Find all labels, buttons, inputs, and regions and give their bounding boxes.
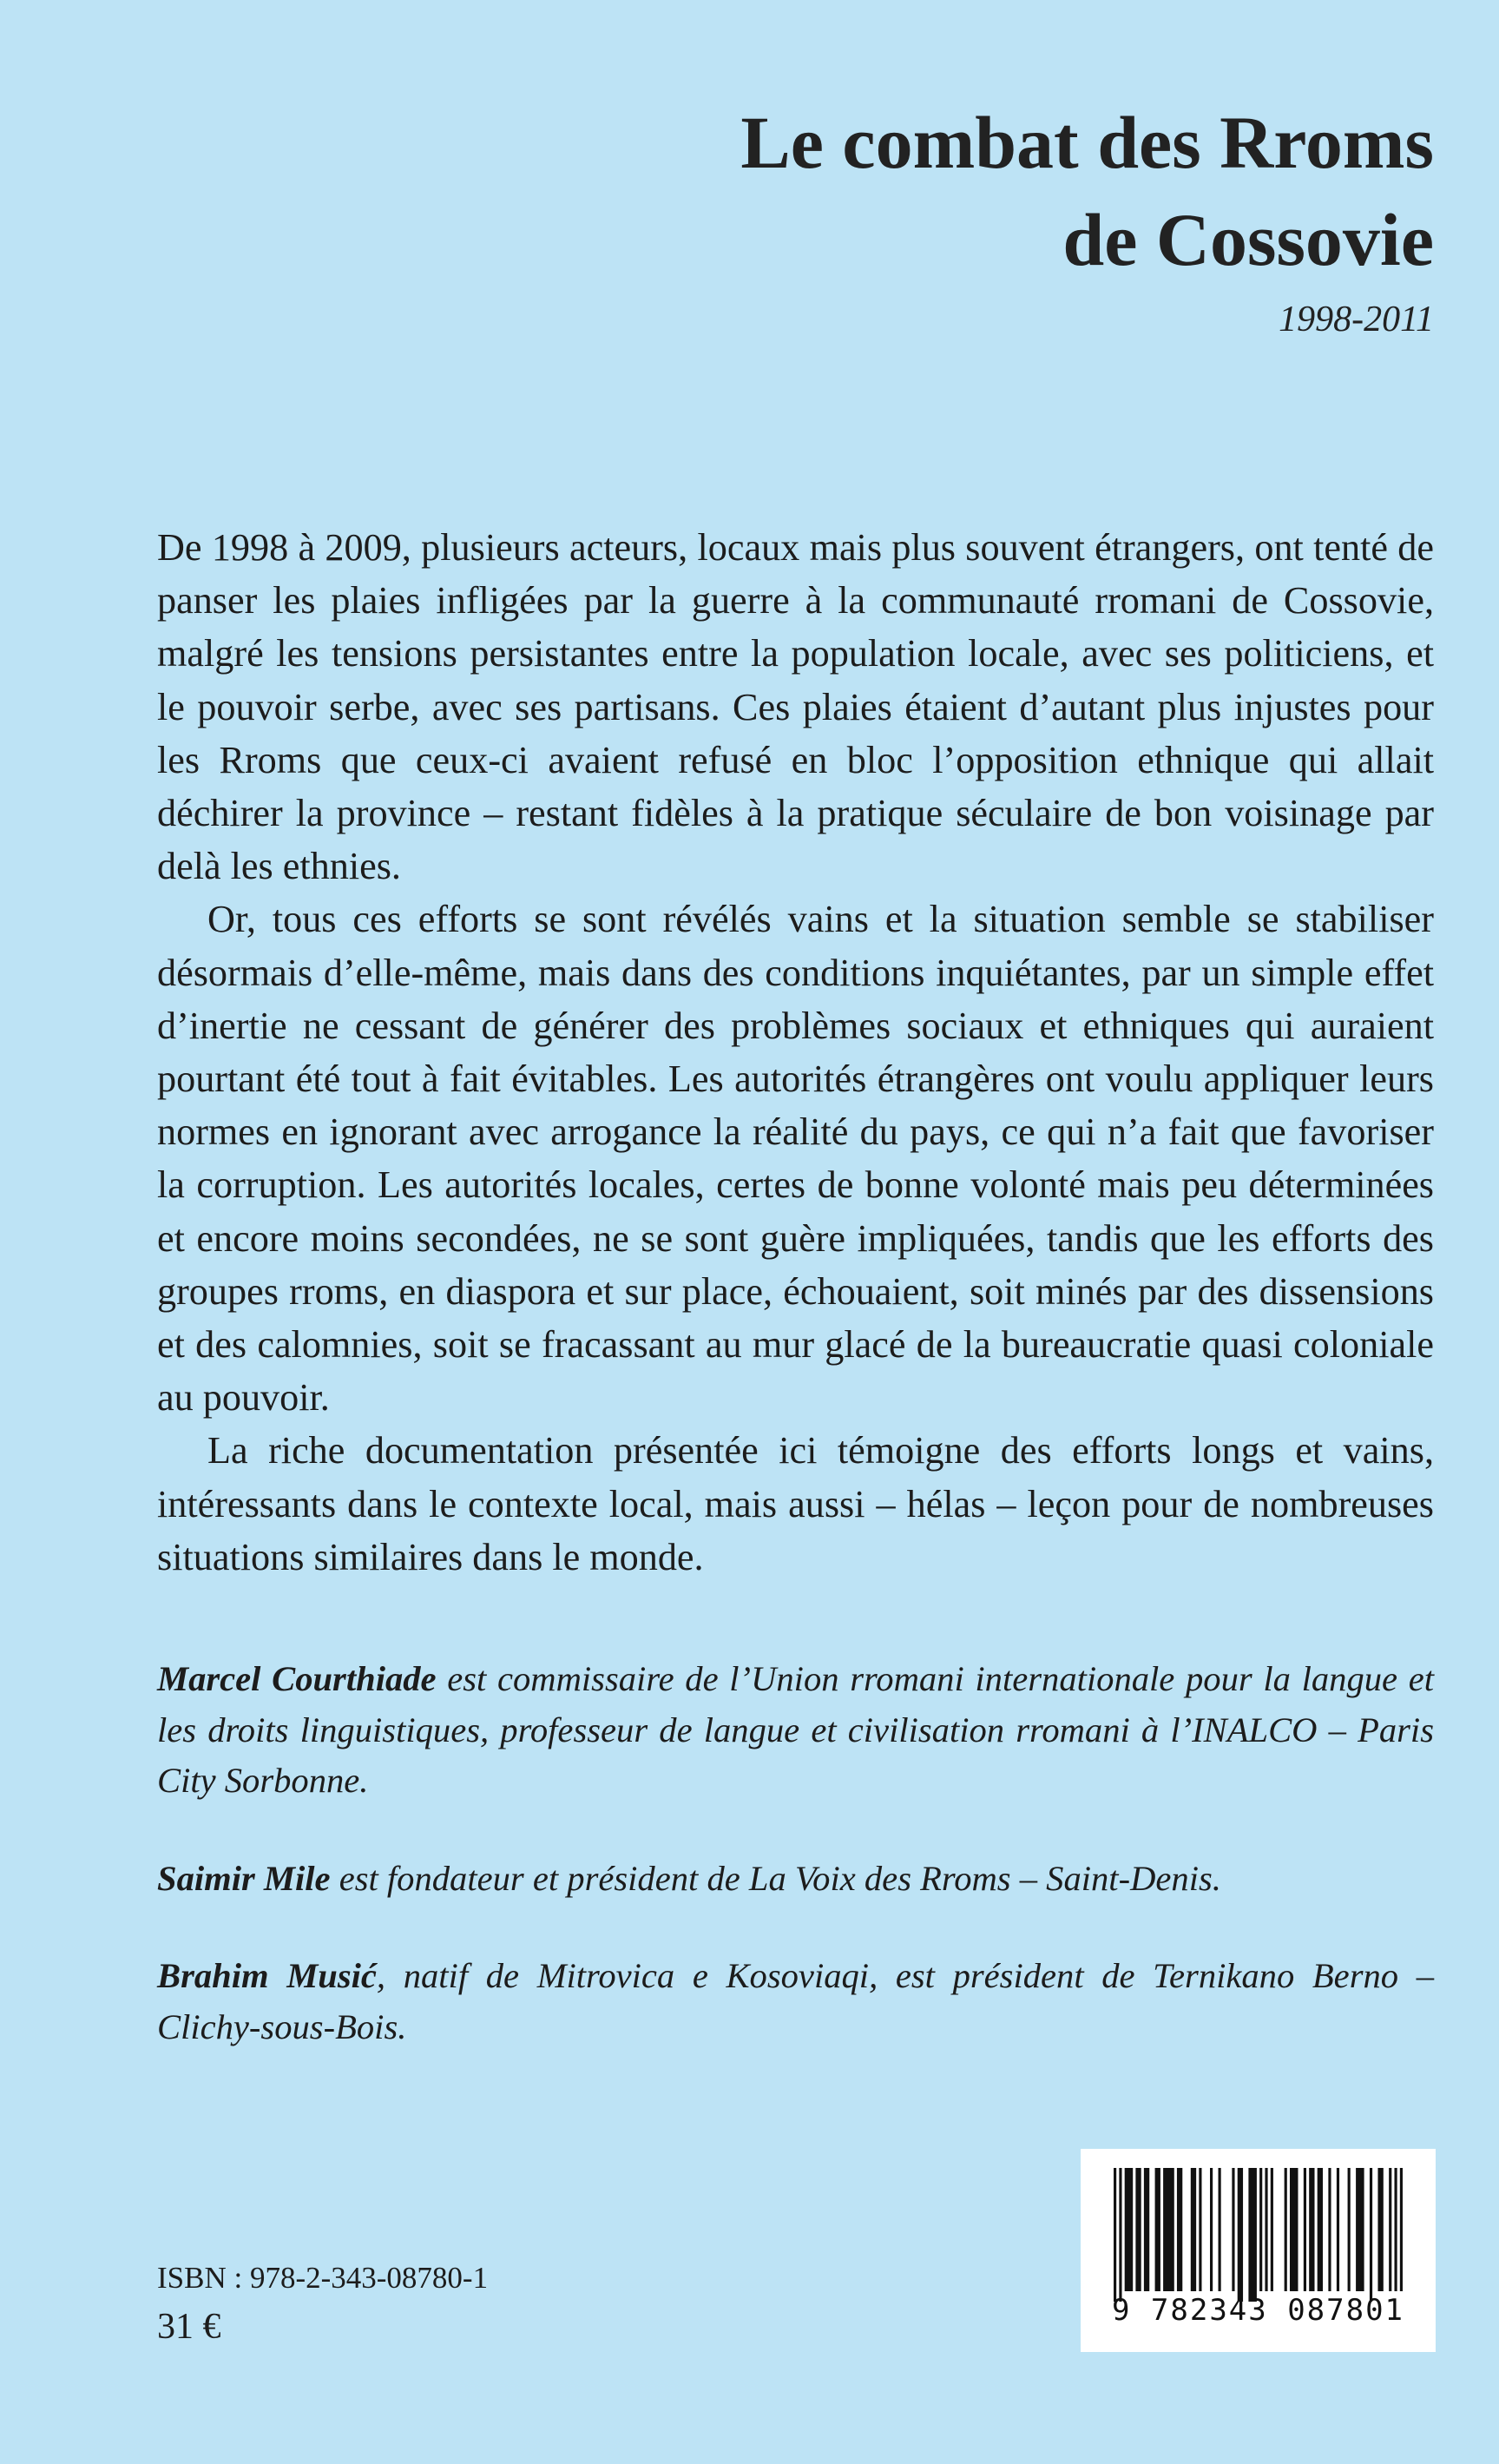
author-bio: [157, 1854, 1434, 1905]
barcode-bar: [1271, 2168, 1273, 2291]
barcode-bar: [1119, 2168, 1121, 2302]
barcode-bar: [1400, 2168, 1403, 2291]
barcode-bar: [1348, 2168, 1351, 2291]
barcode-bar: [1265, 2168, 1267, 2291]
barcode-bar: [1144, 2168, 1149, 2291]
barcode-bar: [1199, 2168, 1201, 2291]
book-years: 1998-2011: [1279, 300, 1434, 339]
isbn-label: ISBN : 978-2-343-08780-1: [157, 2261, 489, 2295]
blurb-paragraph: Or, tous ces efforts se sont révélés vains et la situation semble se stabiliser désormais d’elle-même, mais dans des conditions inquiétantes, par un simple effet d’inertie ne cessant de générer des problèmes sociaux et ethniques qui auraient pourtant été tout à fait évitables. Les autorités étrangères ont voulu appliquer leurs normes en ignorant avec arrogance la réalité du pays, ce qui n’a fait que favoriser la corruption. Les autorités locales, certes de bonne volonté mais peu déterminées et encore moins secondées, ne se sont guère impliquées, tandis que les efforts des groupes rroms, en diaspora et sur place, échouaient, soit minés par des dissensions et des calomnies, soit se fracassant au mur glacé de la bureaucratie quasi coloniale au pouvoir.: [157, 898, 1434, 1420]
barcode-bar: [1285, 2168, 1287, 2291]
barcode-bar: [1163, 2168, 1174, 2291]
price-label: 31 €: [157, 2307, 221, 2347]
barcode-bar: [1356, 2168, 1364, 2291]
back-cover-blurb: [157, 521, 1434, 1584]
barcode-bar: [1328, 2168, 1331, 2291]
author-name: Marcel Courthiade: [157, 1659, 437, 1698]
book-title-line-2: de Cossovie: [1062, 198, 1434, 281]
author-description: est fondateur et président de La Voix des Rroms – Saint-Denis.: [330, 1858, 1221, 1898]
author-description: est commissaire de l’Union rromani internationale pour la langue et les droits linguistiques, professeur de langue et civilisation rromani à l’INALCO – Paris City Sorbonne.: [157, 1659, 1434, 1800]
barcode-bar: [1318, 2168, 1323, 2291]
barcode-bar: [1219, 2168, 1221, 2291]
barcode-bar: [1389, 2168, 1391, 2291]
barcode-bar: [1394, 2168, 1397, 2291]
author-bio: [157, 1654, 1434, 1807]
book-title: [479, 94, 1434, 288]
book-title-line-1: Le combat des Rroms: [740, 101, 1434, 184]
author-name: Brahim Musić: [157, 1956, 377, 1995]
barcode-bar: [1304, 2168, 1306, 2291]
barcode-bar: [1248, 2168, 1257, 2302]
author-name: Saimir Mile: [157, 1858, 331, 1898]
barcode-bar: [1370, 2168, 1372, 2302]
barcode-bar: [1309, 2168, 1314, 2291]
barcode-bar: [1191, 2168, 1196, 2291]
barcode-bar: [1377, 2168, 1383, 2291]
barcode: [1081, 2149, 1436, 2352]
barcode-bar: [1125, 2168, 1134, 2291]
barcode-bar: [1337, 2168, 1339, 2291]
barcode-bar: [1114, 2168, 1116, 2302]
barcode-bar: [1177, 2168, 1182, 2291]
blurb-paragraph: De 1998 à 2009, plusieurs acteurs, locaux mais plus souvent étrangers, ont tenté de panser les plaies infligées par la guerre à la communauté rromani de Cossovie, malgré les tensions persistantes entre la population locale, avec ses politiciens, et le pouvoir serbe, avec ses partisans. Ces plaies étaient d’autant plus injustes pour les Rroms que ceux-ci avaient refusé en bloc l’opposition ethnique qui allait déchirer la province – restant fidèles à la pratique séculaire de bon voisinage par delà les ethnies.: [157, 526, 1434, 888]
barcode-bar: [1238, 2168, 1243, 2302]
barcode-bar: [1135, 2168, 1141, 2291]
author-description: , natif de Mitrovica e Kosoviaqi, est président de Ternikano Berno – Clichy-sous-Bois.: [157, 1956, 1434, 2046]
author-bio: [157, 1951, 1434, 2052]
barcode-bar: [1210, 2168, 1213, 2291]
barcode-bar: [1290, 2168, 1298, 2291]
barcode-bar: [1259, 2168, 1262, 2291]
author-bios: [157, 1654, 1434, 2099]
barcode-digits: 9 782343 087801: [1111, 2293, 1405, 2328]
barcode-bar: [1155, 2168, 1160, 2291]
barcode-bar: [1232, 2168, 1234, 2291]
blurb-paragraph: La riche documentation présentée ici témoigne des efforts longs et vains, intéressants dans le contexte local, mais aussi – hélas – leçon pour de nombreuses situations similaires dans le monde.: [157, 1429, 1434, 1578]
